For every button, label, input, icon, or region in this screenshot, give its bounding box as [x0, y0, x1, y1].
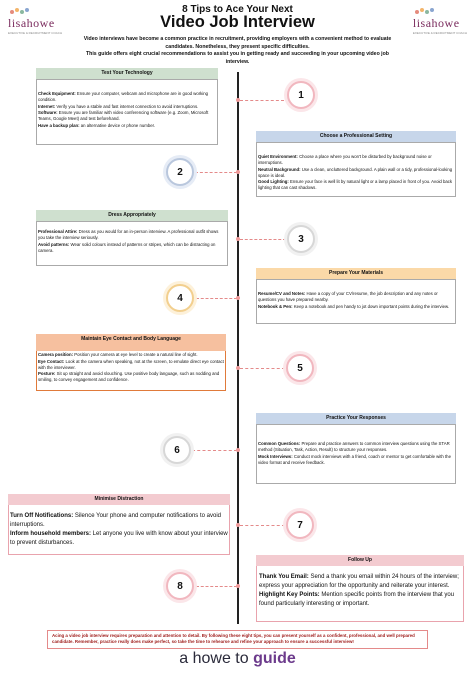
tip-6-body: Common Questions: Prepare and practice answers to common interview questions using the STAR method (Situation, Task, Action, Result) to structure your responses. Mock Interviews: Conduct mock interviews with a friend, coach or mentor to get comfortable with the video format and receive feedback. — [258, 441, 451, 465]
brand-tagline: EXECUTIVE & RECRUITMENT COACH — [8, 31, 63, 35]
footer-brand — [0, 650, 475, 668]
conclusion-text: Acing a video job interview requires preparation and attention to detail. By following these eight tips, you can present yourself as a confident, professional, and well prepared candidate. Remember, practice really does make perfect, so take the time to rehearse and refine your approach to ensure a successful interview! — [47, 630, 428, 649]
tip-4-number: 4 — [166, 284, 194, 312]
tip-2-dot — [236, 170, 240, 174]
tip-7-body: Turn Off Notifications: Silence Your phone and computer notifications to avoid interruptions. Inform household members: Let anyone you live with know about your interview to prevent disturbances. — [10, 513, 228, 546]
tip-7-heading: Minimise Distraction — [8, 494, 230, 505]
tip-8-dot — [236, 584, 240, 588]
tip-7-connector — [240, 525, 285, 526]
tip-5-dot — [236, 366, 240, 370]
timeline-line — [237, 72, 239, 624]
tip-8-number: 8 — [166, 572, 194, 600]
tip-5-body: Camera position: Position your camera at eye level to create a natural line of sight. Eye Contact: Look at the camera when speaking, not at the screen, to emulate direct eye contact with the interviewer. Posture: Sit up straight and avoid slouching. Use positive body language, such as nodding and smiling, to convey engagement and confidence. — [38, 352, 224, 383]
tip-3-dot — [236, 237, 240, 241]
tip-8-body: Thank You Email: Send a thank you email within 24 hours of the interview; express your appreciation for the opportunity and reiterate your interest. Highlight Key Points: Mention specific points from the interview that you found particularly interesting or important. — [259, 574, 459, 607]
tip-2-heading: Choose a Professional Setting — [256, 131, 456, 142]
intro-text: Video interviews have become a common practice in recruitment, providing employers with a convenient method to evaluate candidates. Nonetheless, they present specific difficulties. This guide offers eight crucial recommendations to assist you in getting ready and succeeding in your upcoming video job interview. — [83, 36, 392, 65]
footer-part-2: howe to — [192, 650, 254, 667]
tip-5-heading: Maintain Eye Contact and Body Language — [36, 334, 226, 351]
footer-part-1: a — [179, 650, 193, 667]
tip-2-number: 2 — [166, 158, 194, 186]
tip-3-body: Professional Attire: Dress as you would for an in-person interview. A professional outfit shows you take the interview seriously. Avoid patterns: Wear solid colours instead of patterns or stripes, which can be distracting on camera. — [38, 229, 219, 253]
tip-2-body: Quiet Environment: Choose a place where you won't be disturbed by background noise or interruptions. Neutral Background: Use a clean, uncluttered background. A plain wall or a tidy, professional-looking space is ideal. Good Lighting: Ensure your face is well lit by natural light or a lamp placed in front of you. Avoid back lighting that can cast shadows. — [258, 154, 453, 191]
page-title: Video Job Interview — [160, 13, 315, 31]
tip-5-number: 5 — [286, 354, 314, 382]
tip-4-connector — [196, 298, 237, 299]
brand-name: lisahowe — [412, 16, 460, 30]
page-kicker: 8 Tips to Ace Your Next — [182, 4, 293, 15]
tip-1-number: 1 — [287, 81, 315, 109]
tip-3-connector — [240, 239, 286, 240]
tip-4-dot — [236, 296, 240, 300]
tip-6-dot — [236, 448, 240, 452]
tip-5-connector — [240, 368, 285, 369]
brand-name: lisahowe — [8, 16, 55, 30]
tip-3-heading: Dress Appropriately — [36, 210, 228, 221]
tip-3-number: 3 — [287, 225, 315, 253]
tip-6-number: 6 — [163, 436, 191, 464]
tip-6-connector — [192, 450, 237, 451]
tip-4-heading: Prepare Your Materials — [256, 268, 456, 279]
tip-1-heading: Test Your Technology — [36, 68, 218, 79]
tip-1-dot — [236, 98, 240, 102]
tip-7-number: 7 — [286, 511, 314, 539]
tip-2-connector — [195, 172, 237, 173]
tip-1-connector — [240, 100, 284, 101]
tip-4-body: Resume/CV and Notes: Have a copy of your CV/resume, the job description and any notes or questions you have prepared nearby. Notebook & Pen: Keep a notebook and pen handy to jot down important points during the interview. — [258, 291, 450, 309]
tip-1-body: Check Equipment: Ensure your computer, webcam and microphone are in good working condition. Internet: Verify you have a stable and fast internet connection to avoid interruptions. Software: Ensure you are familiar with video conferencing software (e.g. Zoom, Microsoft Teams, Google Meet) and test beforehand. Have a backup plan: an alternative device or phone number. — [38, 91, 209, 128]
tip-6-heading: Practice Your Responses — [256, 413, 456, 424]
tip-8-heading: Follow Up — [256, 555, 464, 566]
brand-tagline: EXECUTIVE & RECRUITMENT COACH — [412, 31, 467, 35]
footer-part-3: guide — [253, 650, 296, 667]
tip-8-connector — [196, 586, 237, 587]
tip-7-dot — [236, 523, 240, 527]
